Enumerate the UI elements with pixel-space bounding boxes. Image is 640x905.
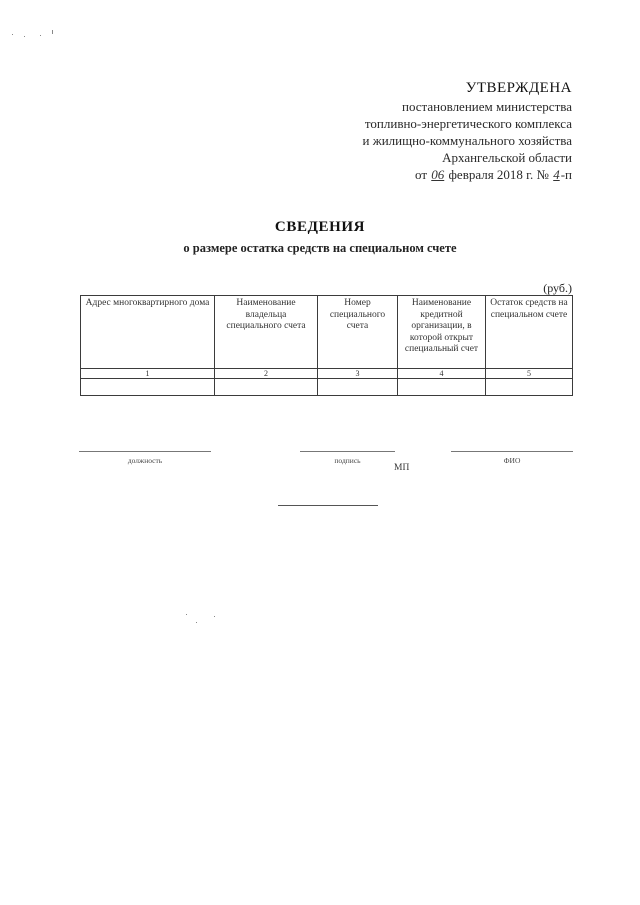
column-number: 4: [398, 369, 486, 379]
approval-date: [363, 166, 573, 183]
stamp-place-label: МП: [394, 463, 410, 473]
table-cell: [81, 379, 215, 396]
header-balance: Остаток средств на специальном счете: [486, 296, 573, 369]
table-cell: [318, 379, 398, 396]
date-rest: февраля 2018 г. №: [448, 167, 549, 182]
column-number: 3: [318, 369, 398, 379]
balance-table: [80, 295, 573, 396]
approval-line-4: Архангельской области: [442, 150, 572, 165]
resolution-number: 4: [553, 167, 560, 182]
column-number: 2: [215, 369, 318, 379]
approval-block: [363, 80, 573, 183]
table-cell: [486, 379, 573, 396]
document-title: СВЕДЕНИЯ: [274, 219, 366, 235]
full-name-line: [451, 451, 573, 476]
header-address: Адрес многоквартирного дома: [81, 296, 215, 369]
approval-title: УТВЕРЖДЕНА: [465, 80, 572, 96]
full-name-label: ФИО: [503, 456, 521, 465]
column-number: 5: [486, 369, 573, 379]
table-cell: [398, 379, 486, 396]
table-number-row: [81, 369, 573, 379]
header-owner: Наименование владельца специального счета: [215, 296, 318, 369]
currency-unit: (руб.): [543, 281, 572, 295]
date-prefix: от: [414, 167, 427, 182]
table-header-row: [81, 296, 573, 369]
position-signature-line: [79, 451, 211, 476]
header-account-number: Номер специального счета: [318, 296, 398, 369]
divider-line: [278, 505, 378, 506]
table-row: [81, 379, 573, 396]
signature-label: подпись: [334, 456, 361, 465]
approval-line-1: постановлением министерства: [401, 99, 572, 114]
table-cell: [215, 379, 318, 396]
approval-line-3: и жилищно-коммунального хозяйства: [362, 133, 572, 148]
date-day: 06: [431, 167, 445, 182]
position-label: должность: [127, 456, 163, 465]
document-subtitle: о размере остатка средств на специальном счете: [183, 241, 457, 255]
number-suffix: -п: [560, 167, 572, 182]
header-bank: Наименование кредитной организации, в которой открыт специальный счет: [398, 296, 486, 369]
column-number: 1: [81, 369, 215, 379]
approval-line-2: топливно-энергетического комплекса: [364, 116, 572, 131]
signature-line: [300, 451, 395, 476]
